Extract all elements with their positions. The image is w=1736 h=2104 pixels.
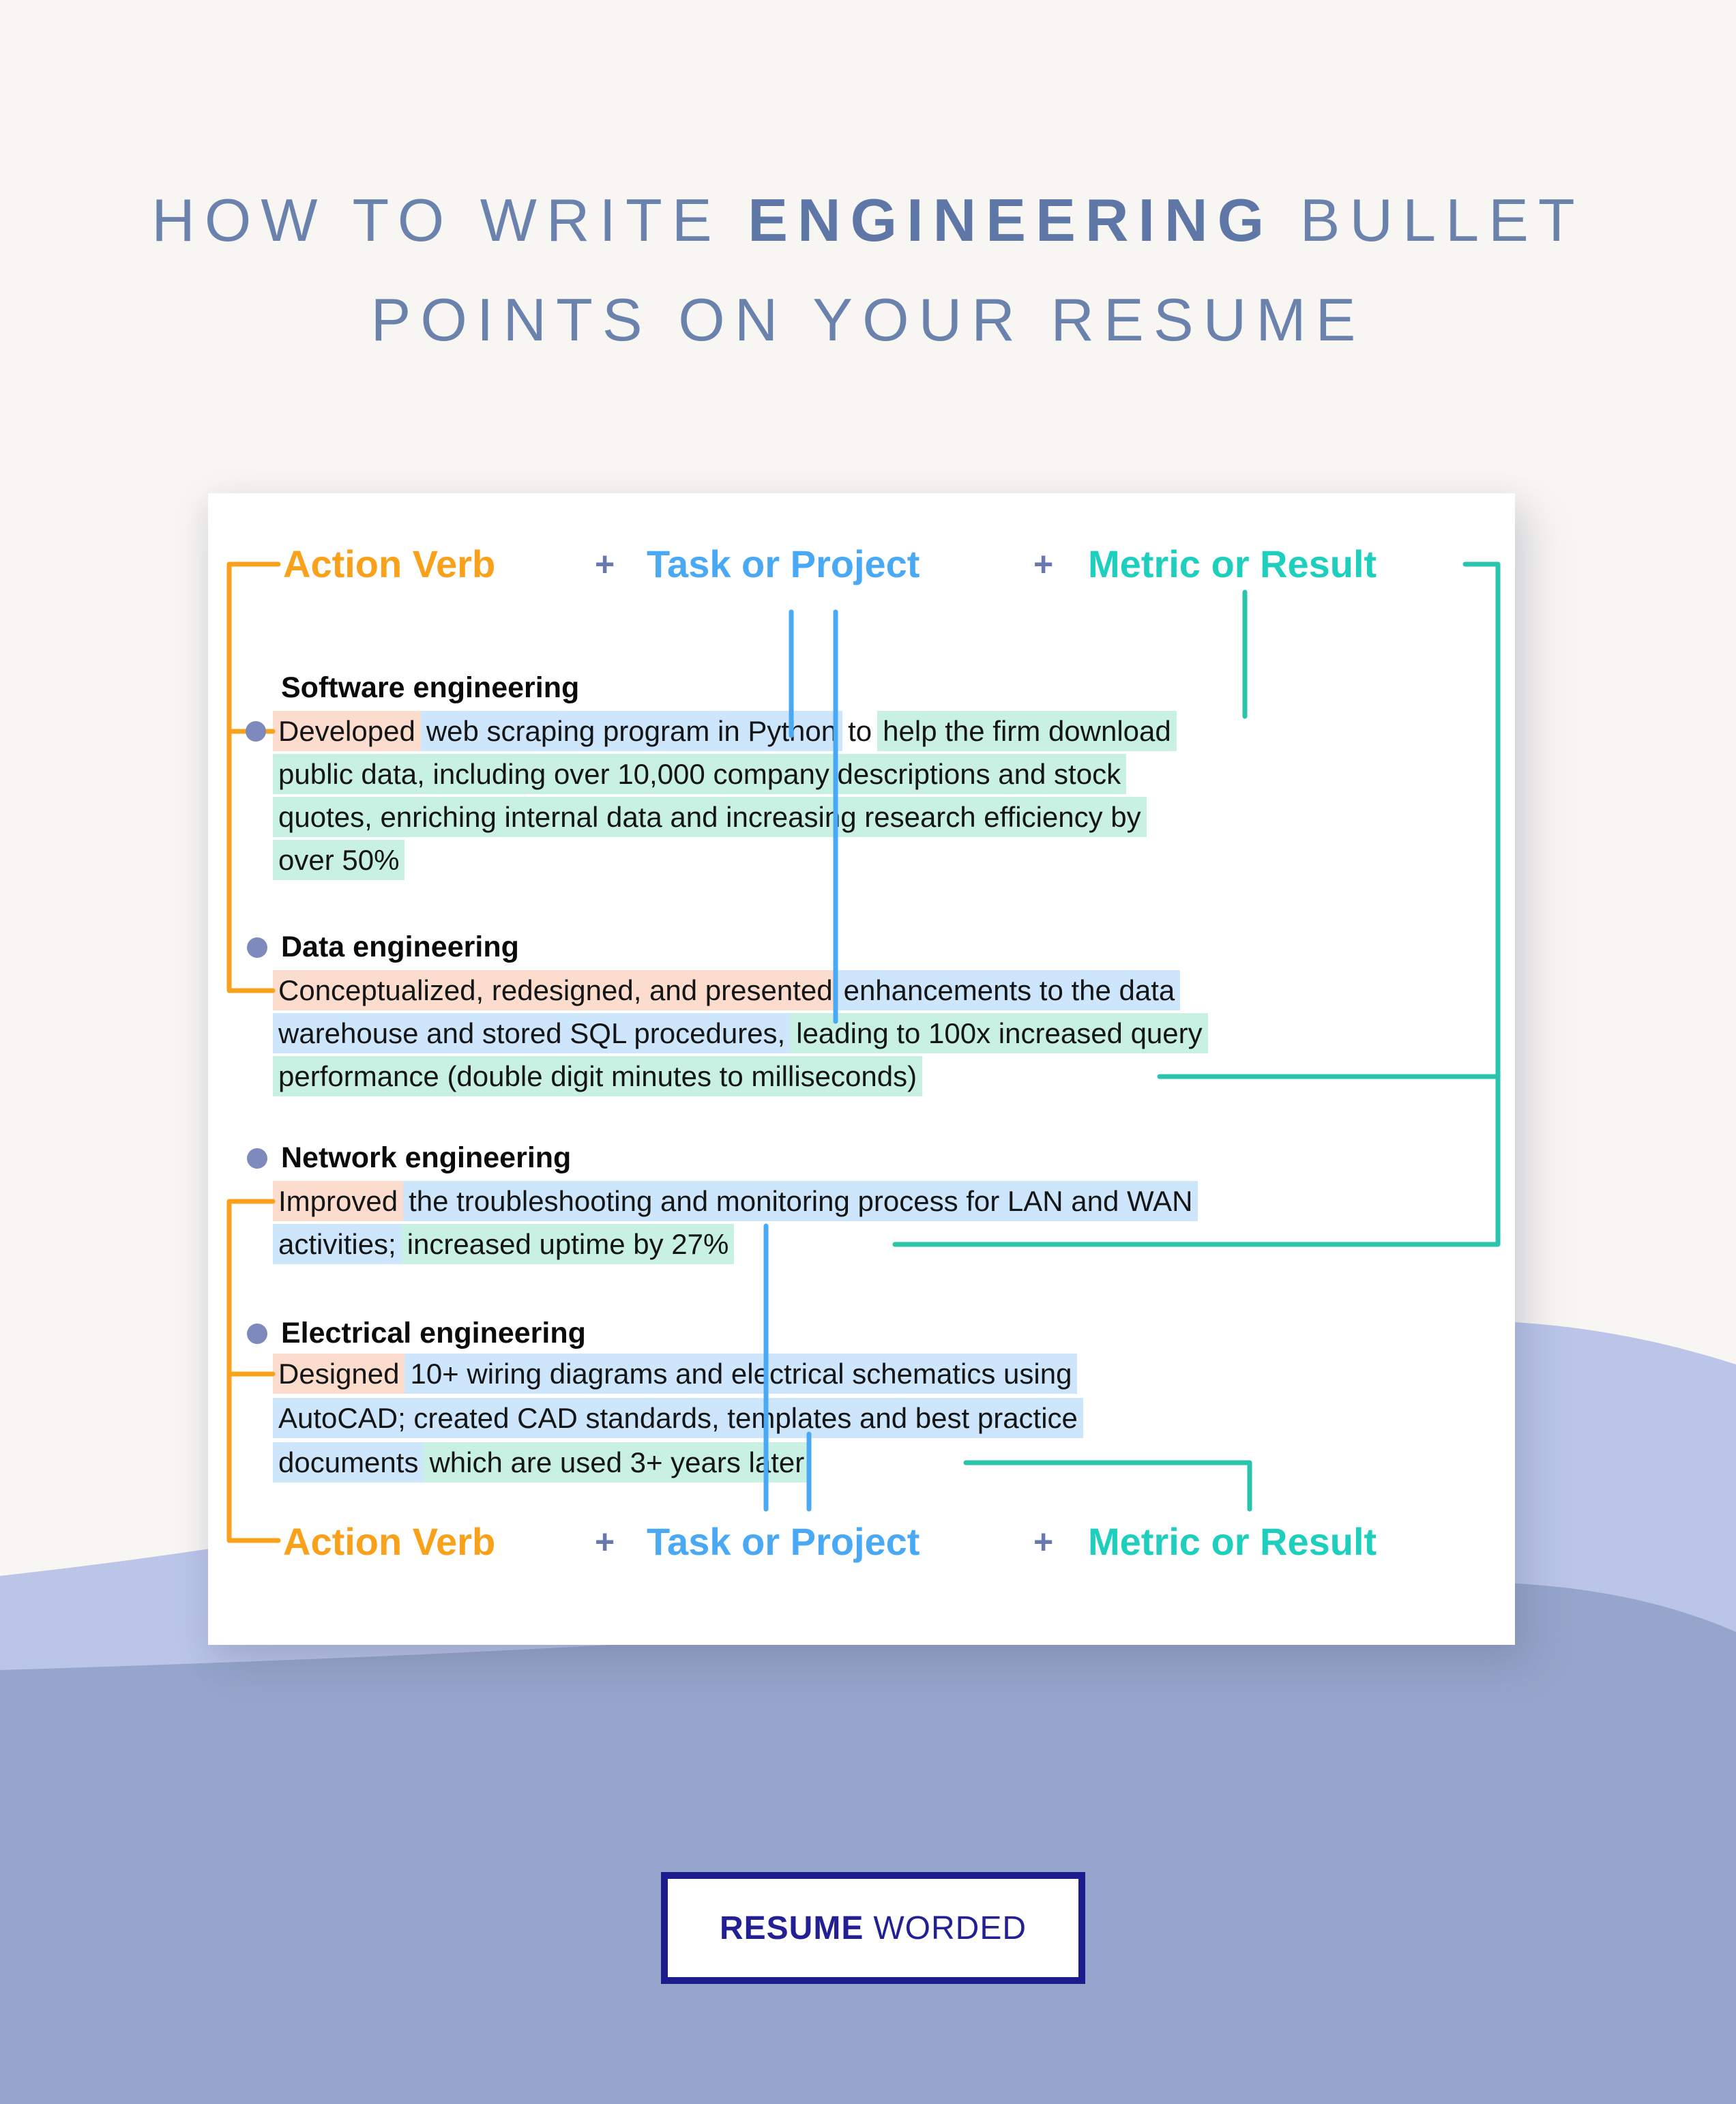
section-heading: Electrical engineering [281, 1317, 586, 1349]
bullet-line [273, 1354, 1077, 1394]
section-heading: Software engineering [281, 671, 580, 704]
section-heading: Data engineering [281, 931, 519, 963]
bullet-line [273, 1056, 922, 1097]
label-task-or-project: Task or Project [647, 542, 920, 585]
highlight-segment-green: public data, including over 10,000 company descriptions and stock [273, 754, 1126, 794]
resume-worded-logo [661, 1872, 1085, 1984]
label-metric-or-result: Metric or Result [1088, 542, 1377, 585]
bullet-line [273, 1181, 1198, 1222]
plus-icon: + [1033, 1523, 1054, 1561]
highlight-segment-green: performance (double digit minutes to milliseconds) [273, 1056, 922, 1096]
label-metric-or-result: Metric or Result [1088, 1520, 1377, 1563]
highlight-segment-peach: Designed [273, 1354, 404, 1394]
bullet-line [273, 1224, 734, 1265]
highlight-segment-peach: Improved [273, 1181, 403, 1221]
highlight-segment-green: which are used 3+ years later [424, 1442, 810, 1482]
bullet-line [273, 970, 1180, 1011]
title-highlight-word: ENGINEERING [748, 186, 1274, 254]
plus-icon: + [595, 545, 615, 583]
page-title-line2 [0, 270, 1736, 370]
section-heading: Network engineering [281, 1141, 572, 1174]
bullet-line [273, 797, 1147, 838]
logo-text-bold: RESUME [719, 1910, 864, 1946]
label-action-verb: Action Verb [283, 1520, 496, 1563]
bullet-line [273, 1013, 1208, 1054]
bullet-line [273, 840, 404, 881]
label-action-verb: Action Verb [283, 542, 496, 585]
highlight-segment-none: to [848, 715, 872, 747]
highlight-segment-blue: activities; [273, 1224, 402, 1264]
highlight-segment-blue: the troubleshooting and monitoring process for LAN and WAN [403, 1181, 1198, 1221]
highlight-segment-blue: warehouse and stored SQL procedures, [273, 1013, 791, 1053]
bullet-line [273, 711, 1177, 752]
highlight-segment-green: help the firm download [877, 711, 1177, 751]
label-task-or-project: Task or Project [647, 1520, 920, 1563]
page-title-line1 [0, 171, 1736, 270]
title-text: HOW TO WRITE [151, 186, 748, 254]
highlight-segment-green: increased uptime by 27% [402, 1224, 735, 1264]
plus-icon: + [1033, 545, 1054, 583]
plus-icon: + [595, 1523, 615, 1561]
title-text: BULLET [1274, 186, 1585, 254]
bullet-line [273, 1442, 810, 1483]
page-title [0, 171, 1736, 370]
logo-text-regular: WORDED [873, 1910, 1027, 1946]
highlight-segment-green: leading to 100x increased query [791, 1013, 1207, 1053]
highlight-segment-blue: enhancements to the data [838, 970, 1181, 1010]
bullet-line [273, 754, 1126, 795]
highlight-segment-blue: AutoCAD; created CAD standards, templates and best practice [273, 1398, 1083, 1438]
highlight-segment-green: over 50% [273, 840, 404, 880]
highlight-segment-peach: Developed [273, 711, 421, 751]
highlight-segment-blue: documents [273, 1442, 424, 1482]
title-text: POINTS ON YOUR RESUME [370, 286, 1366, 353]
highlight-segment-blue: web scraping program in Python [421, 711, 842, 751]
highlight-segment-green: quotes, enriching internal data and increasing research efficiency by [273, 797, 1147, 837]
bullet-line [273, 1398, 1083, 1439]
highlight-segment-peach: Conceptualized, redesigned, and presented [273, 970, 838, 1010]
highlight-segment-blue: 10+ wiring diagrams and electrical schematics using [404, 1354, 1077, 1394]
